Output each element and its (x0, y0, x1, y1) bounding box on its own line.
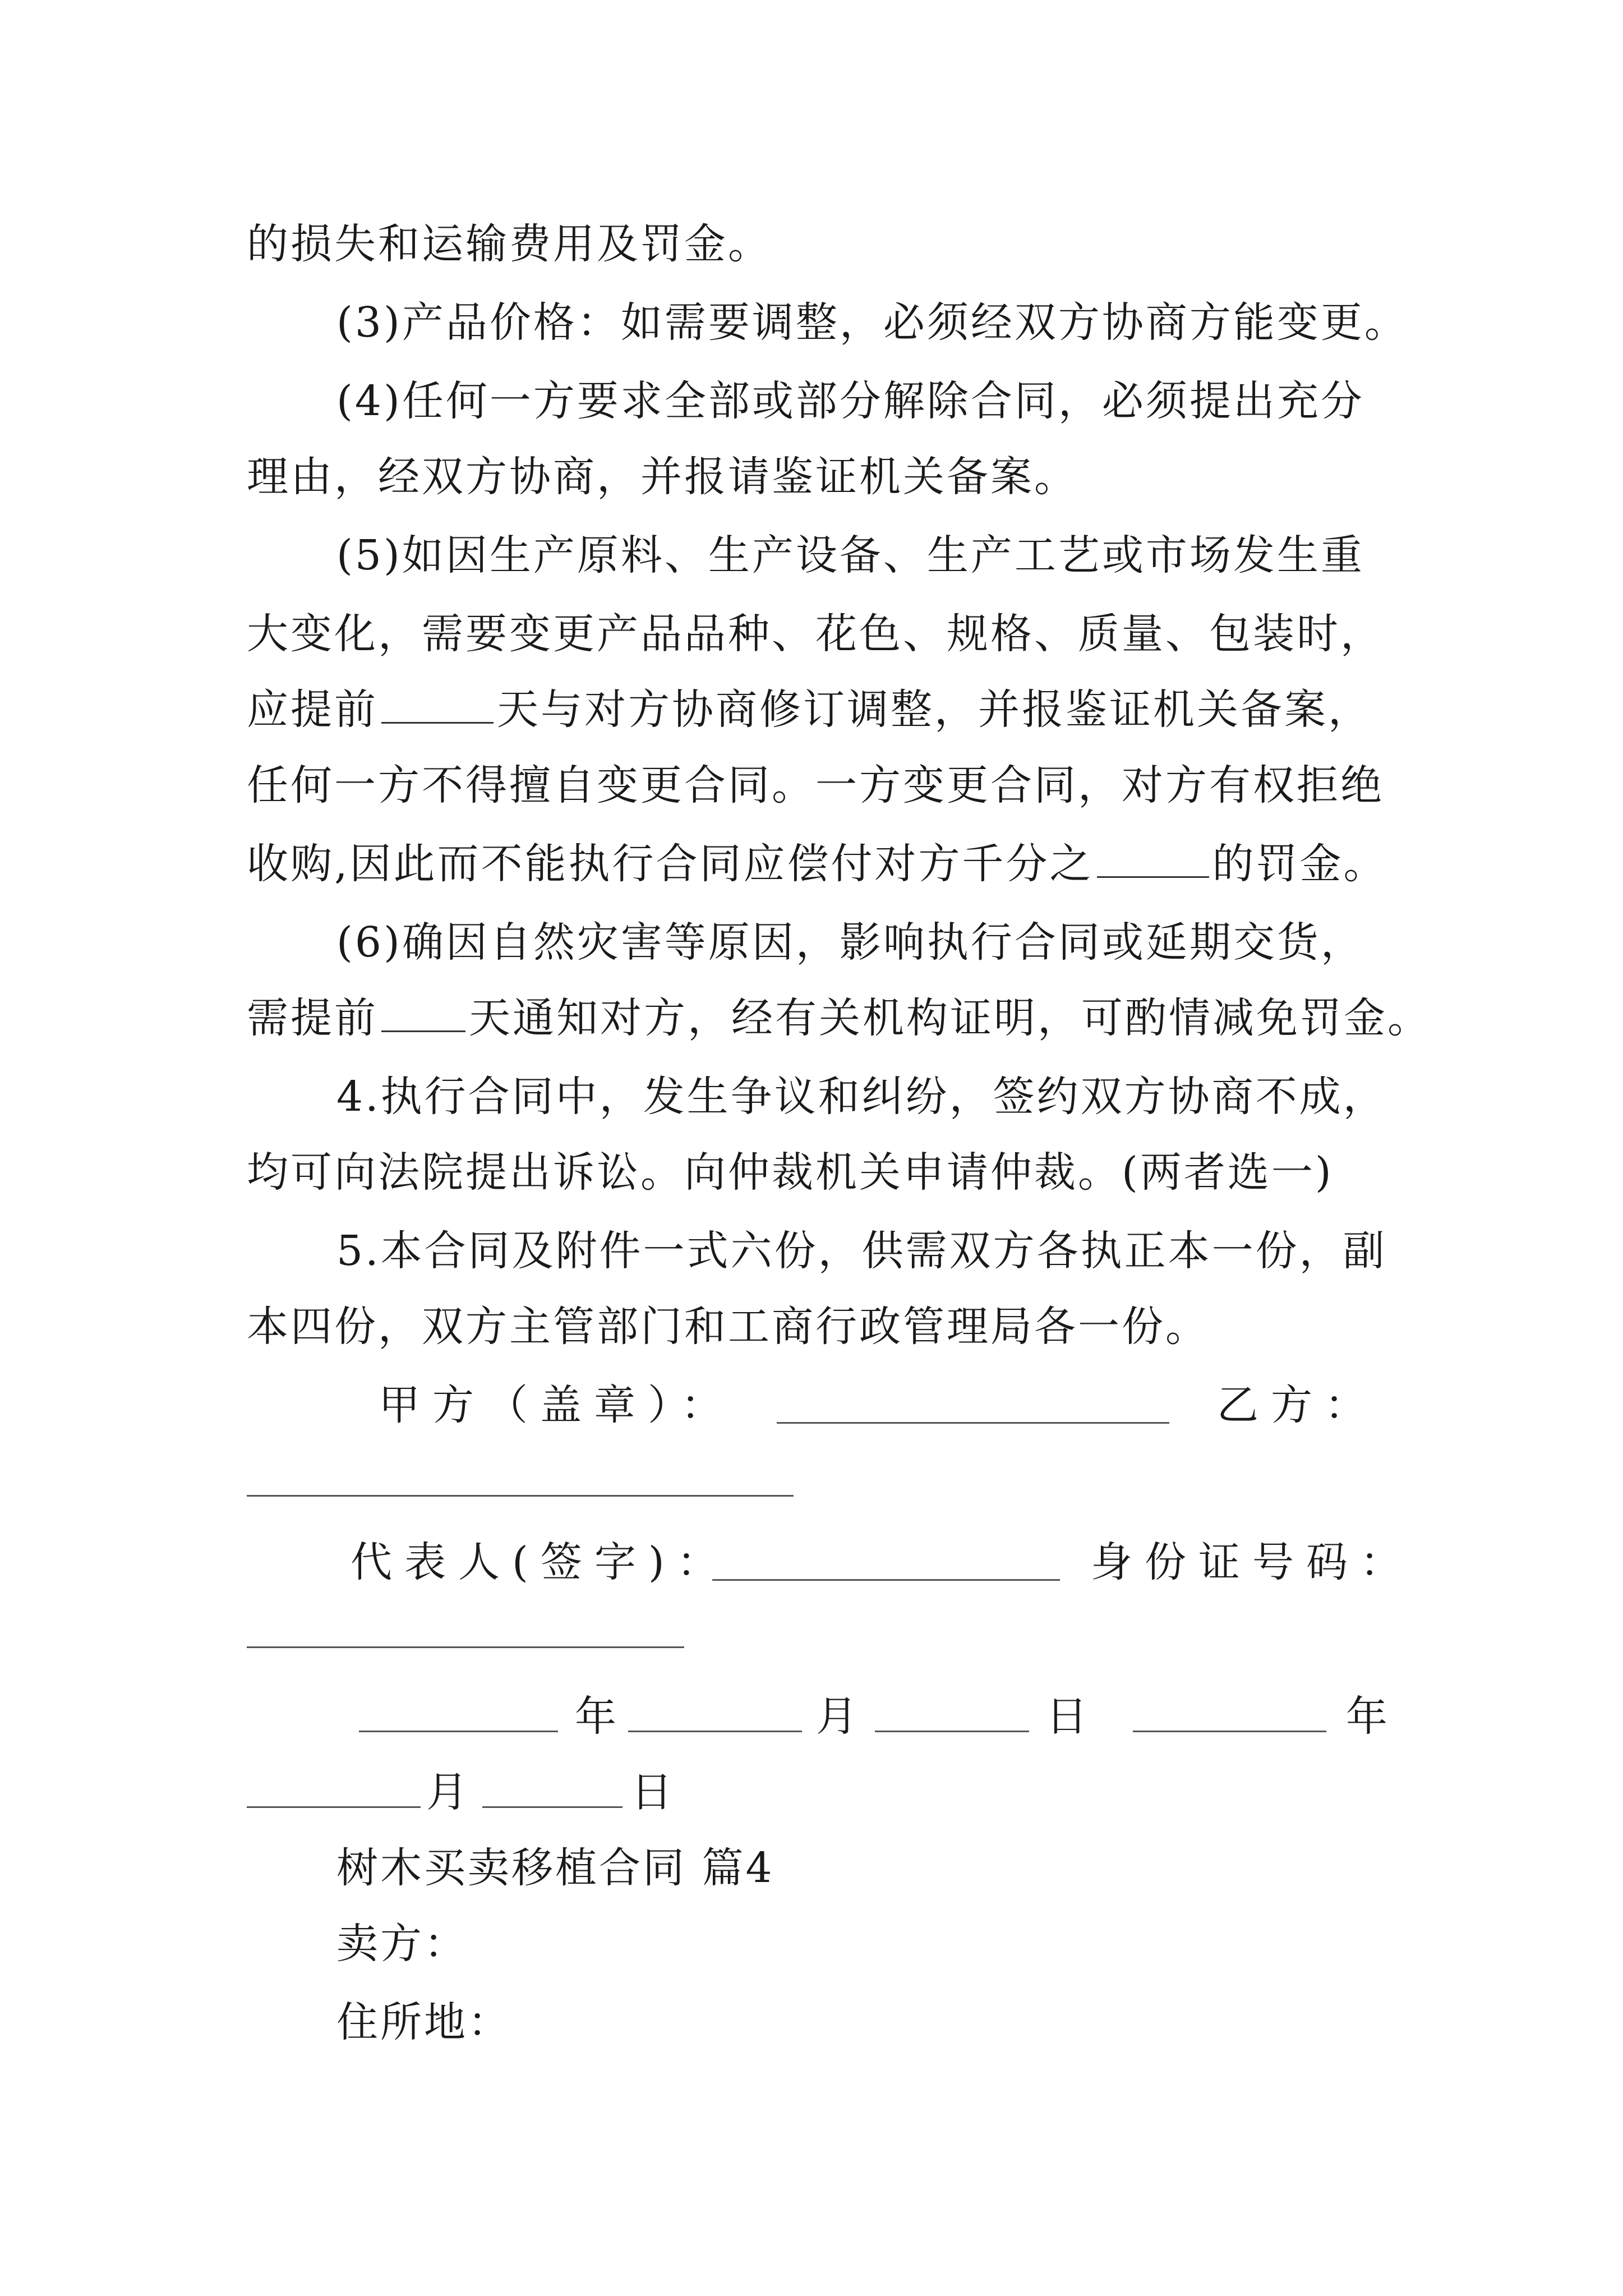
text-segment: 应提前 (247, 685, 378, 734)
text-line: 本四份，双方主管部门和工商行政管理局各一份。 (247, 1303, 1209, 1351)
text-segment: 需提前 (247, 994, 378, 1042)
date-blank (1133, 1731, 1326, 1732)
day-label: 日 (1046, 1692, 1090, 1741)
fill-blank (1097, 837, 1209, 878)
month-label: 月 (426, 1768, 470, 1816)
fill-blank (381, 683, 494, 724)
signature-line (777, 1422, 1169, 1424)
text-line (247, 682, 1372, 738)
text-line: 大变化，需要变更产品品种、花色、规格、质量、包装时， (247, 610, 1384, 658)
text-line: 4.执行合同中，发生争议和纠纷，签约双方协商不成， (336, 1073, 1387, 1121)
text-line (247, 836, 1387, 892)
text-segment: 的罚金。 (1212, 840, 1387, 888)
representative-label: 代表人(签字)： (351, 1538, 731, 1586)
date-blank (628, 1731, 802, 1732)
signature-line (712, 1579, 1060, 1581)
section-title: 树木买卖移植合同 篇4 (336, 1844, 774, 1892)
year-label: 年 (575, 1692, 619, 1741)
address-label: 住所地： (336, 1998, 511, 2046)
party-b-label: 乙方： (1217, 1381, 1378, 1429)
seller-label: 卖方： (336, 1920, 468, 1968)
text-line: (4)任何一方要求全部或部分解除合同，必须提出充分 (336, 377, 1364, 425)
text-segment: 天与对方协商修订调整，并报鉴证机关备案， (497, 685, 1372, 734)
day-label: 日 (631, 1768, 675, 1816)
year-label: 年 (1346, 1692, 1390, 1741)
text-line: 任何一方不得擅自变更合同。一方变更合同，对方有权拒绝 (247, 761, 1384, 809)
fill-blank (381, 991, 465, 1032)
month-label: 月 (816, 1692, 860, 1741)
text-segment: 收购,因此而不能执行合同应偿付对方千分之 (247, 840, 1094, 888)
text-line: (5)如因生产原料、生产设备、生产工艺或市场发生重 (336, 531, 1364, 579)
signature-line (247, 1646, 684, 1648)
text-line: 5.本合同及附件一式六份，供需双方各执正本一份，副 (336, 1227, 1387, 1275)
signature-line (247, 1495, 794, 1497)
id-number-label: 身份证号码： (1091, 1538, 1414, 1586)
text-segment: 天通知对方，经有关机构证明，可酌情减免罚金。 (469, 994, 1431, 1042)
text-line: 理由，经双方协商，并报请鉴证机关备案。 (247, 453, 1078, 501)
text-line: 均可向法院提出诉讼。向仲裁机关申请仲裁。(两者选一) (247, 1148, 1334, 1197)
text-line: (6)确因自然灾害等原因，影响执行合同或延期交货， (336, 918, 1364, 967)
text-line: (3)产品价格：如需要调整，必须经双方协商方能变更。 (336, 298, 1408, 347)
text-line: 的损失和运输费用及罚金。 (247, 220, 772, 268)
date-blank (875, 1731, 1029, 1732)
date-blank (482, 1806, 623, 1808)
text-line (247, 990, 1431, 1046)
party-a-label: 甲方（盖章）： (379, 1381, 735, 1429)
date-blank (247, 1806, 421, 1808)
date-blank (359, 1731, 558, 1732)
